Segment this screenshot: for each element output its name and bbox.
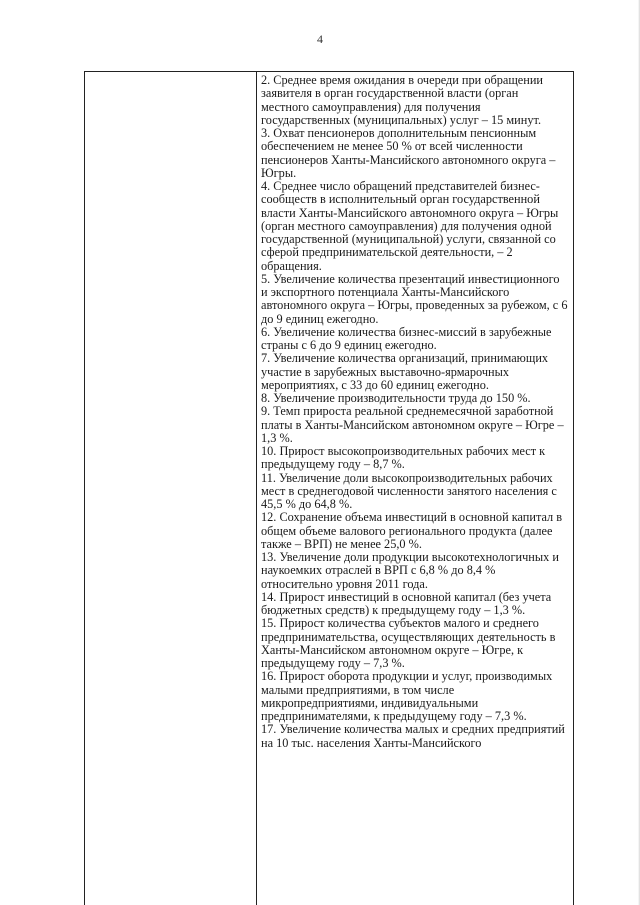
list-item: 16. Прирост оборота продукции и услуг, производимых малыми предприятиями, в том числе микропредприятиями, индивидуальными предпринимателями, к предыдущему году – 7,3 %. [261, 669, 553, 723]
list-item: 14. Прирост инвестиций в основной капитал (без учета бюджетных средств) к предыдущему году – 1,3 %. [261, 589, 552, 617]
list-item: 15. Прирост количества субъектов малого и среднего предпринимательства, осуществляющих деятельность в Ханты-Мансийском автономном округе – Югре, к предыдущему году – 7,3 %. [261, 616, 556, 670]
list-item: 2. Среднее время ожидания в очереди при обращении заявителя в орган государственной власти (орган местного самоуправления) для получения государственных (муниципальных) услуг – 15 минут. [261, 73, 543, 127]
table-left-cell [85, 72, 257, 905]
list-item: 10. Прирост высокопроизводительных рабочих мест к предыдущему году – 8,7 %. [261, 444, 546, 472]
list-item: 7. Увеличение количества организаций, принимающих участие в зарубежных выставочно-ярмарочных мероприятиях, с 33 до 60 единиц ежегодно. [261, 351, 549, 392]
list-item: 4. Среднее число обращений представителей бизнес-сообществ в исполнительный орган государственной власти Ханты-Мансийского автономного округа – Югры (орган местного самоуправления) для получения одной государственной (муниципальной) услуги, связанной со сферой предпринимательской деятельности, – 2 обращения. [261, 179, 559, 273]
list-item: 6. Увеличение количества бизнес-миссий в зарубежные страны с 6 до 9 единиц ежегодно. [261, 324, 552, 352]
list-item: 8. Увеличение производительности труда до 150 %. [261, 391, 531, 405]
list-item: 3. Охват пенсионеров дополнительным пенсионным обеспечением не менее 50 % от всей численности пенсионеров Ханты-Мансийского автономного округа – Югры. [261, 126, 556, 180]
page-number: 4 [317, 32, 323, 46]
list-item: 11. Увеличение доли высокопроизводительных рабочих мест в среднегодовой численности занятого населения с 45,5 % до 64,8 %. [261, 470, 557, 511]
document-table [84, 71, 574, 905]
table-right-cell [257, 72, 573, 905]
list-item: 13. Увеличение доли продукции высокотехнологичных и наукоемких отраслей в ВРП с 6,8 % до 8,4 % относительно уровня 2011 года. [261, 550, 559, 591]
list-item: 17. Увеличение количества малых и средних предприятий на 10 тыс. населения Ханты-Мансийского [261, 722, 565, 750]
list-item: 9. Темп прироста реальной среднемесячной заработной платы в Ханты-Мансийском автономном округе – Югре – 1,3 %. [261, 404, 564, 445]
list-item: 5. Увеличение количества презентаций инвестиционного и экспортного потенциала Ханты-Мансийского автономного округа – Югры, проведенных за рубежом, с 6 до 9 единиц ежегодно. [261, 271, 568, 326]
list-item: 12. Сохранение объема инвестиций в основной капитал в общем объеме валового регионального продукта (далее также – ВРП) не менее 25,0 %. [261, 510, 563, 551]
